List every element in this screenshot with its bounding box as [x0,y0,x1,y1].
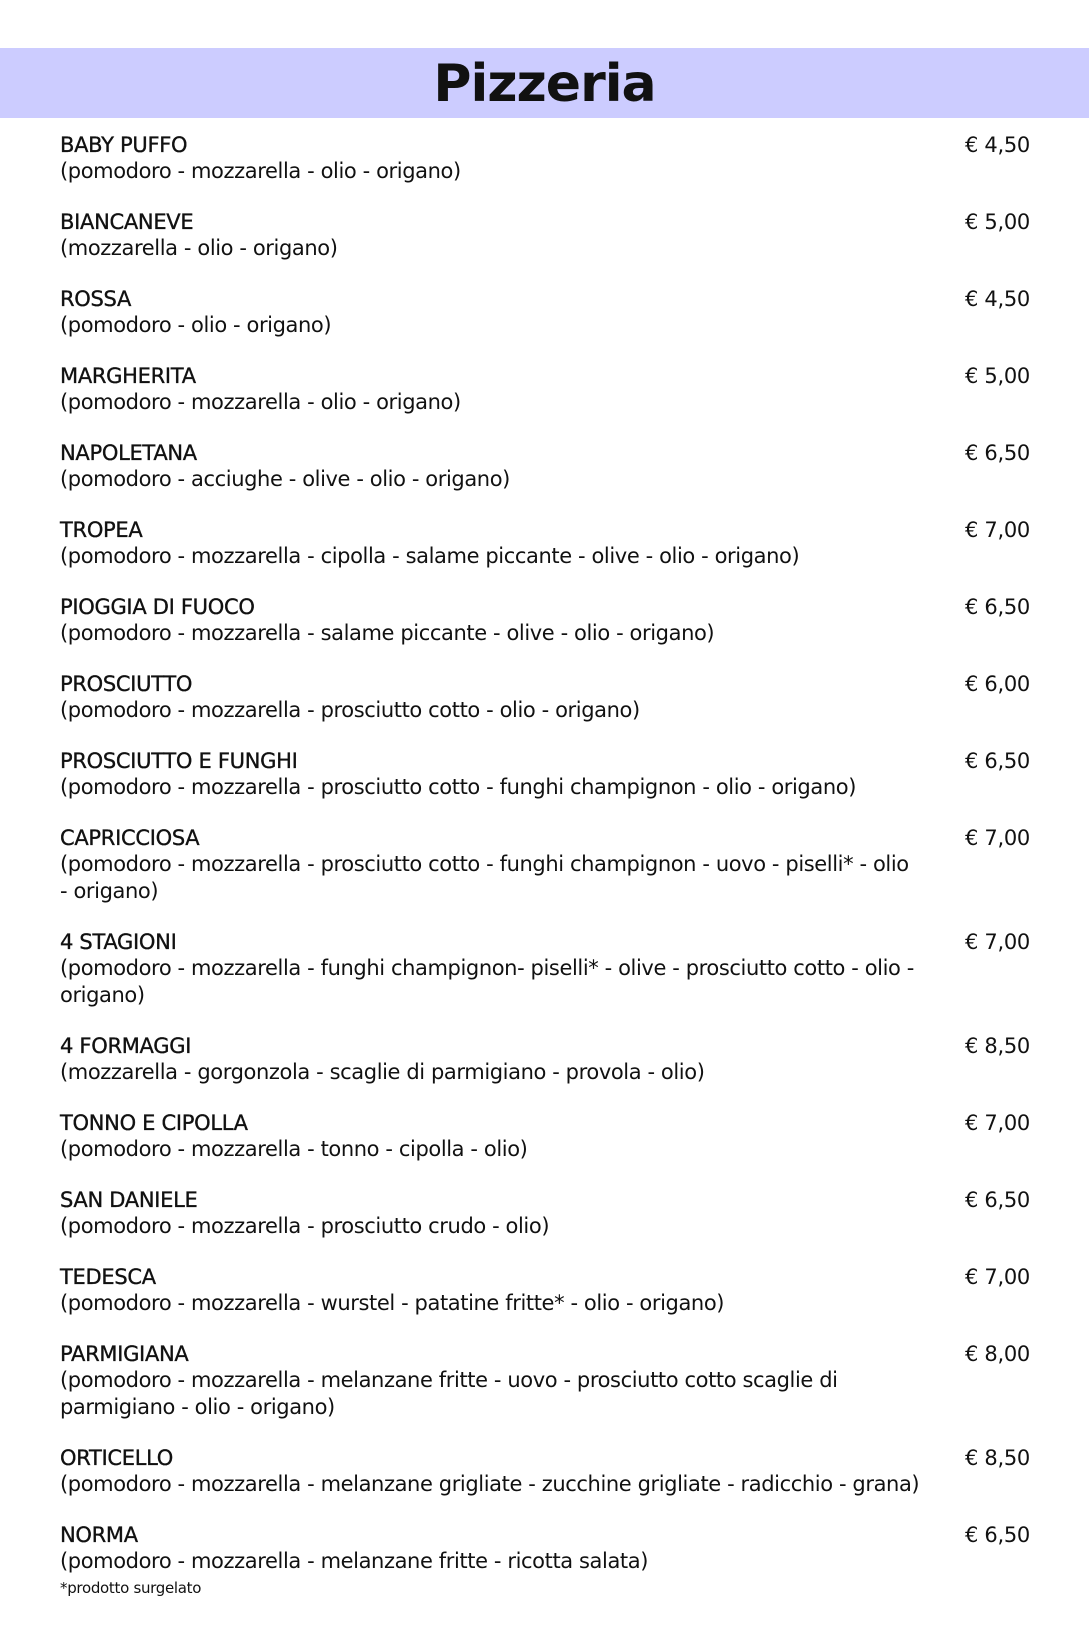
pizza-name: BIANCANEVE [60,210,194,234]
page-title: Pizzeria [433,54,656,114]
menu-item [60,594,1035,647]
pizza-price: € 6,50 [965,441,1030,465]
pizza-price: € 8,50 [965,1034,1030,1058]
menu-item [60,1187,1035,1240]
pizza-ingredients: (pomodoro - acciughe - olive - olio - origano) [60,467,510,491]
pizza-ingredients: (pomodoro - mozzarella - olio - origano) [60,390,461,414]
pizza-price: € 7,00 [965,930,1030,954]
pizza-price: € 7,00 [965,518,1030,542]
pizza-ingredients: (pomodoro - mozzarella - prosciutto cotto - olio - origano) [60,698,640,722]
menu-item [60,748,1035,801]
pizza-name: ROSSA [60,287,132,311]
pizza-ingredients: (pomodoro - mozzarella - olio - origano) [60,159,461,183]
menu-item [60,671,1035,724]
pizza-name: ORTICELLO [60,1446,174,1470]
menu-item [60,1445,1035,1498]
pizza-price: € 6,50 [965,749,1030,773]
pizza-ingredients: (pomodoro - mozzarella - prosciutto crudo - olio) [60,1214,550,1238]
pizza-name: SAN DANIELE [60,1188,198,1212]
menu-item [60,1110,1035,1163]
pizza-price: € 4,50 [965,287,1030,311]
pizza-price: € 6,50 [965,595,1030,619]
pizza-price: € 5,00 [965,210,1030,234]
pizza-price: € 6,50 [965,1188,1030,1212]
menu-item [60,517,1035,570]
pizza-ingredients: (pomodoro - mozzarella - prosciutto cotto - funghi champignon - olio - origano) [60,775,856,799]
pizza-name: 4 STAGIONI [60,930,177,954]
footnote: *prodotto surgelato [60,1579,202,1597]
pizza-name: PARMIGIANA [60,1342,189,1366]
menu-item [60,363,1035,416]
pizza-ingredients: (pomodoro - mozzarella - prosciutto cotto - funghi champignon - uovo - piselli* - olio - origano) [60,852,909,903]
pizza-price: € 5,00 [965,364,1030,388]
pizza-name: MARGHERITA [60,364,196,388]
pizza-ingredients: (pomodoro - mozzarella - salame piccante - olive - olio - origano) [60,621,715,645]
pizza-ingredients: (pomodoro - mozzarella - cipolla - salame piccante - olive - olio - origano) [60,544,800,568]
pizza-name: NAPOLETANA [60,441,197,465]
pizza-price: € 6,50 [965,1523,1030,1547]
pizza-ingredients: (mozzarella - gorgonzola - scaglie di parmigiano - provola - olio) [60,1060,705,1084]
menu-item [60,1522,1035,1575]
pizza-ingredients: (pomodoro - mozzarella - melanzane grigliate - zucchine grigliate - radicchio - grana) [60,1472,920,1496]
pizza-name: TONNO E CIPOLLA [60,1111,248,1135]
pizza-name: CAPRICCIOSA [60,826,200,850]
menu-item [60,929,1035,1009]
menu-item [60,1341,1035,1421]
menu-item [60,1033,1035,1086]
pizza-price: € 8,00 [965,1342,1030,1366]
pizza-name: BABY PUFFO [60,133,188,157]
menu-item [60,132,1035,185]
pizza-name: TEDESCA [60,1265,156,1289]
pizza-menu-list [60,132,1035,1599]
pizza-ingredients: (pomodoro - mozzarella - funghi champignon- piselli* - olive - prosciutto cotto - olio - origano) [60,956,914,1007]
menu-item [60,825,1035,905]
menu-item [60,286,1035,339]
pizza-ingredients: (pomodoro - olio - origano) [60,313,332,337]
pizza-name: PROSCIUTTO [60,672,193,696]
pizza-name: PROSCIUTTO E FUNGHI [60,749,298,773]
pizza-price: € 6,00 [965,672,1030,696]
pizza-ingredients: (pomodoro - mozzarella - melanzane fritte - ricotta salata) [60,1549,649,1573]
pizza-ingredients: (pomodoro - mozzarella - tonno - cipolla - olio) [60,1137,528,1161]
pizza-price: € 7,00 [965,1111,1030,1135]
pizza-name: PIOGGIA DI FUOCO [60,595,255,619]
pizza-name: TROPEA [60,518,143,542]
menu-item [60,209,1035,262]
pizza-price: € 8,50 [965,1446,1030,1470]
pizza-name: 4 FORMAGGI [60,1034,192,1058]
pizza-ingredients: (mozzarella - olio - origano) [60,236,338,260]
pizza-price: € 4,50 [965,133,1030,157]
menu-item [60,1264,1035,1317]
menu-item [60,440,1035,493]
pizza-price: € 7,00 [965,1265,1030,1289]
header-band [0,48,1089,118]
pizza-name: NORMA [60,1523,138,1547]
pizza-ingredients: (pomodoro - mozzarella - melanzane fritte - uovo - prosciutto cotto scaglie di parmigiano - olio - origano) [60,1368,838,1419]
pizza-ingredients: (pomodoro - mozzarella - wurstel - patatine fritte* - olio - origano) [60,1291,725,1315]
pizza-price: € 7,00 [965,826,1030,850]
